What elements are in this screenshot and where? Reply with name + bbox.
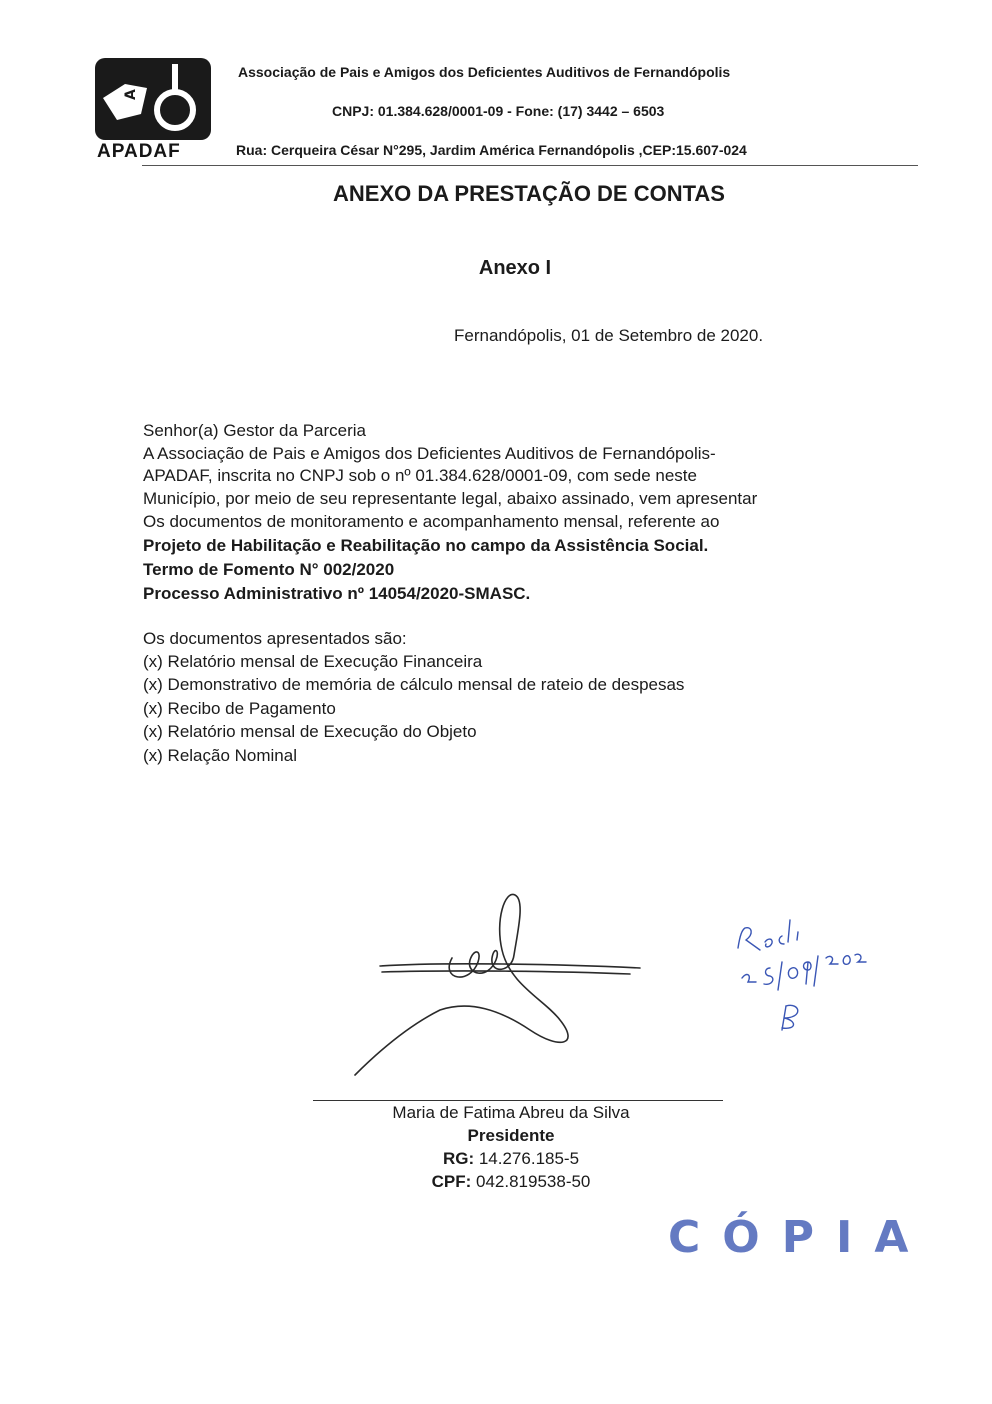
paragraph-line: Os documentos de monitoramento e acompanhamento mensal, referente ao <box>143 512 720 531</box>
cnpj-phone: CNPJ: 01.384.628/0001-09 - Fone: (17) 3442 – 6503 <box>332 103 665 119</box>
header-divider <box>142 165 918 166</box>
received-note <box>738 920 866 1030</box>
rg-value: 14.276.185-5 <box>474 1149 580 1168</box>
cpf-value: 042.819538-50 <box>471 1172 591 1191</box>
copy-stamp: CÓPIA <box>668 1212 931 1263</box>
signatory-cpf <box>313 1172 709 1192</box>
paragraph-line: APADAF, inscrita no CNPJ sob o nº 01.384.628/0001-09, com sede neste <box>143 466 697 485</box>
org-name: Associação de Pais e Amigos dos Deficientes Auditivos de Fernandópolis <box>238 64 731 80</box>
signatory-role: Presidente <box>467 1126 555 1145</box>
date-line: Fernandópolis, 01 de Setembro de 2020. <box>454 326 764 345</box>
signature <box>355 894 640 1075</box>
list-item: (x) Relatório mensal de Execução do Objeto <box>143 722 477 741</box>
salutation: Senhor(a) Gestor da Parceria <box>143 421 366 440</box>
signatory-name: Maria de Fatima Abreu da Silva <box>392 1103 630 1122</box>
process-number: Processo Administrativo nº 14054/2020-SMASC. <box>143 584 531 603</box>
paragraph-line: Município, por meio de seu representante legal, abaixo assinado, vem apresentar <box>143 489 758 508</box>
logo-wordmark: APADAF <box>97 141 181 162</box>
svg-text:A: A <box>123 89 139 100</box>
address: Rua: Cerqueira César N°295, Jardim América Fernandópolis ,CEP:15.607-024 <box>236 142 747 158</box>
paragraph-line: A Associação de Pais e Amigos dos Deficientes Auditivos de Fernandópolis- <box>143 444 716 463</box>
project-name: Projeto de Habilitação e Reabilitação no campo da Assistência Social. <box>143 536 709 555</box>
cpf-label: CPF: <box>431 1172 472 1191</box>
list-item: (x) Recibo de Pagamento <box>143 699 336 718</box>
document-title: ANEXO DA PRESTAÇÃO DE CONTAS <box>333 181 725 206</box>
list-item: (x) Relatório mensal de Execução Financeira <box>143 652 483 671</box>
docs-intro: Os documentos apresentados são: <box>143 629 407 648</box>
rg-label: RG: <box>442 1149 475 1168</box>
signatory-rg <box>313 1149 709 1169</box>
list-item: (x) Relação Nominal <box>143 746 297 765</box>
list-item: (x) Demonstrativo de memória de cálculo mensal de rateio de despesas <box>143 675 685 694</box>
annex-number: Anexo I <box>478 257 552 279</box>
term-number: Termo de Fomento N° 002/2020 <box>143 560 395 579</box>
signature-line <box>313 1100 723 1101</box>
